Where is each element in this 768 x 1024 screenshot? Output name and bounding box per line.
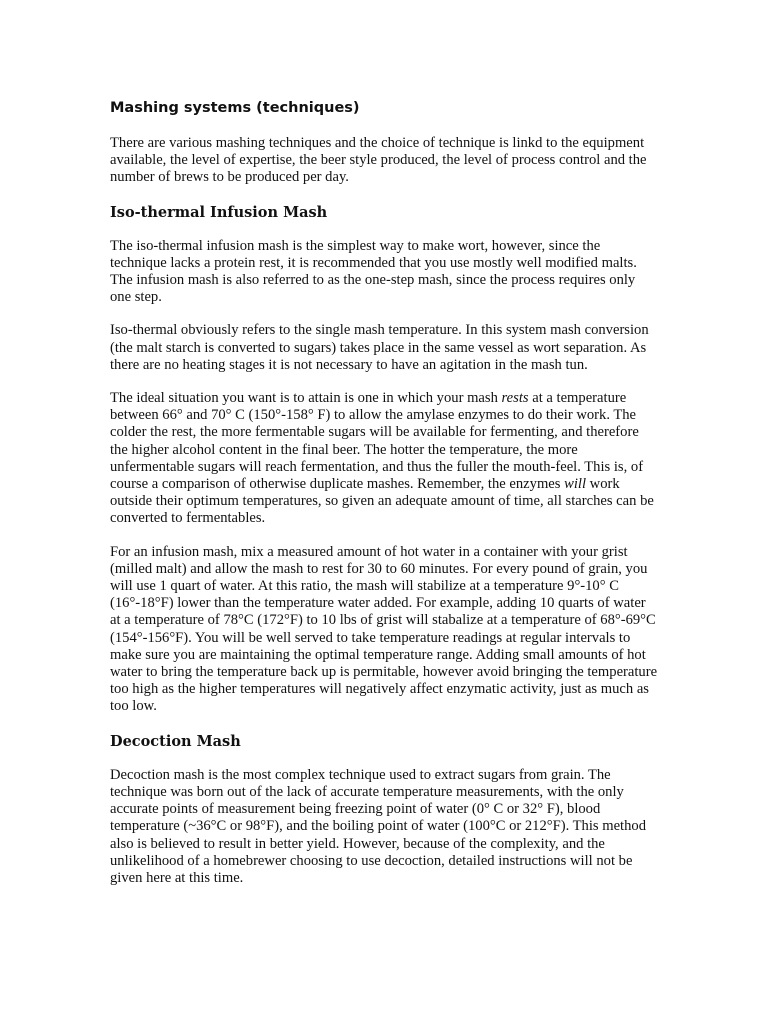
decoction-heading: Decoction Mash <box>110 732 241 750</box>
iso-thermal-heading: Iso-thermal Infusion Mash <box>110 203 328 221</box>
decoction-paragraph-1: Decoction mash is the most complex technique used to extract sugars from grain. The technique was born out of the lack of accurate temperature measurements, with the only accurate points of measurement being freezing point of water (0° C or 32° F), blood temperature (~36°C or 98°F), and the boiling point of water (100°C or 212°F). This method also is believed to result in better yield. However, because of the complexity, and the unlikelihood of a homebrewer choosing to use decoction, detailed instructions will not be given here at this time. <box>110 766 646 886</box>
document-title: Mashing systems (techniques) <box>110 100 360 116</box>
iso-paragraph-1: The iso-thermal infusion mash is the simplest way to make wort, however, since the technique lacks a protein rest, it is recommended that you use mostly well modified malts. The infusion mash is also referred to as the one-step mash, since the process requires only one step. <box>110 237 637 306</box>
iso-paragraph-3 <box>110 390 658 528</box>
document-page <box>110 98 658 903</box>
iso-p3-text-a: The ideal situation you want is to attain is one in which your mash <box>110 390 502 407</box>
iso-p3-text-c: work outside their optimum temperatures, so given an adequate amount of time, all starches can be converted to fermentables. <box>110 476 654 527</box>
iso-p3-text-b: at a temperature between 66° and 70° C (150°-158° F) to allow the amylase enzymes to do their work. The colder the rest, the more fermentable sugars will be available for fermenting, and therefore the higher alcohol content in the final beer. The hotter the temperature, the more unfermentable sugars will reach fermentation, and thus the fuller the mouth-feel. This is, of course a comparison of otherwise duplicate mashes. Remember, the enzymes <box>110 390 644 493</box>
iso-p3-emphasis-rests: rests <box>501 390 529 407</box>
intro-paragraph: There are various mashing techniques and the choice of technique is linkd to the equipment available, the level of expertise, the beer style produced, the level of process control and the number of brews to be produced per day. <box>110 135 647 186</box>
iso-paragraph-4: For an infusion mash, mix a measured amount of hot water in a container with your grist (milled malt) and allow the mash to rest for 30 to 60 minutes. For every pound of grain, you will use 1 quart of water. At this ratio, the mash will stabilize at a temperature 9°-10° C (16°-18°F) lower than the temperature water added. For example, adding 10 quarts of water at a temperature of 78°C (172°F) to 10 lbs of grist will stabalize at a temperature of 68°-69°C (154°-156°F). You will be well served to take temperature readings at regular intervals to make sure you are maintaining the optimal temperature range. Adding small amounts of hot water to bring the temperature back up is permitable, however avoid bringing the temperature too high as the higher temperatures will negatively affect enzymatic activity, just as much as too low. <box>110 543 658 715</box>
iso-paragraph-2: Iso-thermal obviously refers to the single mash temperature. In this system mash conversion (the malt starch is converted to sugars) takes place in the same vessel as wort separation. As there are no heating stages it is not necessary to have an agitation in the mash tun. <box>110 322 649 373</box>
iso-p3-emphasis-will: will <box>564 476 587 493</box>
